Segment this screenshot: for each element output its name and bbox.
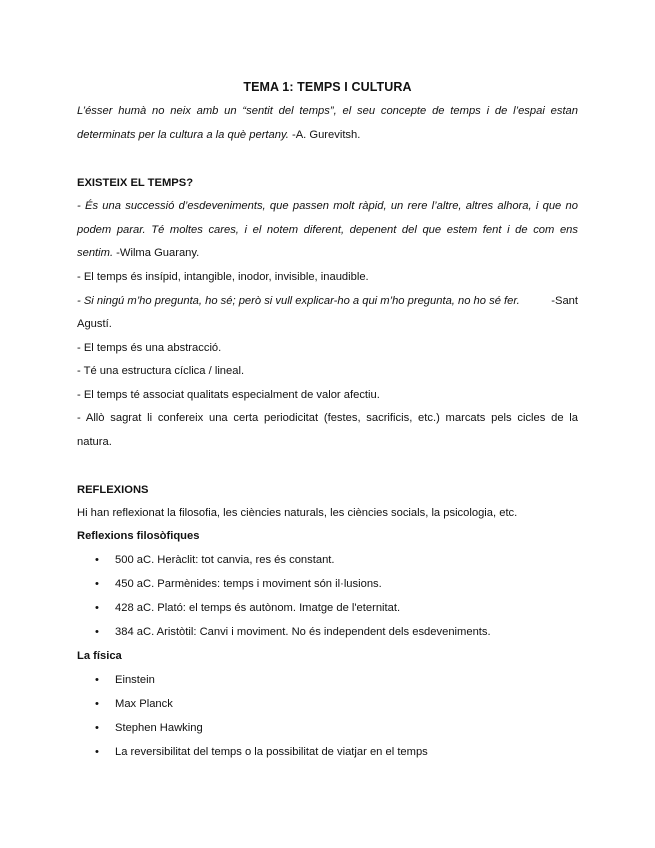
subheading-filosofiques: Reflexions filosòfiques — [77, 530, 200, 542]
intro-author: -A. Gurevitsh. — [288, 129, 361, 141]
quote2-line-1 — [77, 295, 578, 307]
bullet-icon: • — [95, 746, 99, 758]
list-item-text: Einstein — [115, 674, 155, 686]
list-item-qualitats: - El temps té associat qualitats especialment de valor afectiu. — [77, 389, 380, 401]
bullet-icon: • — [95, 698, 99, 710]
section-heading-existeix: EXISTEIX EL TEMPS? — [77, 177, 194, 189]
intro-quote-line-1: L’ésser humà no neix amb un “sentit del temps”, el seu concepte de temps i de l’espai estan — [77, 105, 578, 117]
bullet-icon: • — [95, 602, 99, 614]
list-item-text: 450 aC. Parmènides: temps i moviment són il·lusions. — [115, 578, 382, 590]
bullet-icon: • — [95, 578, 99, 590]
intro-quote-line-2 — [77, 129, 578, 141]
section-heading-reflexions: REFLEXIONS — [77, 484, 149, 496]
list-item-sagrat-line-2: natura. — [77, 436, 112, 448]
bullet-icon: • — [95, 554, 99, 566]
quote1-line-3 — [77, 247, 578, 259]
list-item-text: 500 aC. Heràclit: tot canvia, res és constant. — [115, 554, 335, 566]
quote1-author: -Wilma Guarany. — [113, 247, 200, 259]
list-item-text: Stephen Hawking — [115, 722, 203, 734]
list-item-abstraccio: - El temps és una abstracció. — [77, 342, 222, 354]
list-item-sagrat-line-1: - Allò sagrat li confereix una certa periodicitat (festes, sacrificis, etc.) marcats pels cicles de la — [77, 412, 578, 424]
list-item-text: La reversibilitat del temps o la possibilitat de viatjar en el temps — [115, 746, 428, 758]
list-item-text: Max Planck — [115, 698, 173, 710]
reflexions-intro: Hi han reflexionat la filosofia, les ciències naturals, les ciències socials, la psicologia, etc. — [77, 507, 518, 519]
quote2-author-part1: -Sant — [551, 295, 578, 307]
quote2-author-part2: Agustí. — [77, 318, 112, 330]
quote1-text-end: sentim. — [77, 247, 114, 259]
list-item-insipid: - El temps és insípid, intangible, inodor, invisible, inaudible. — [77, 271, 369, 283]
bullet-icon: • — [95, 722, 99, 734]
bullet-icon: • — [95, 626, 99, 638]
quote1-line-2: podem parar. Té moltes cares, i el notem diferent, depenent del que estem fent i de com ens — [77, 224, 578, 236]
subheading-fisica: La física — [77, 650, 122, 662]
quote1-line-1: - És una successió d’esdeveniments, que passen molt ràpid, un rere l’altre, altres alhora, i que no — [77, 200, 578, 212]
bullet-icon: • — [95, 674, 99, 686]
list-item-estructura: - Té una estructura cíclica / lineal. — [77, 365, 245, 377]
intro-quote-text: determinats per la cultura a la què pertany. — [77, 129, 289, 141]
list-item-text: 428 aC. Plató: el temps és autònom. Imatge de l'eternitat. — [115, 602, 401, 614]
quote2-text: - Si ningú m’ho pregunta, ho sé; però si vull explicar-ho a qui m’ho pregunta, no ho sé fer. — [77, 295, 520, 307]
list-item-text: 384 aC. Aristòtil: Canvi i moviment. No és independent dels esdeveniments. — [115, 626, 491, 638]
page-title: TEMA 1: TEMPS I CULTURA — [243, 80, 412, 94]
